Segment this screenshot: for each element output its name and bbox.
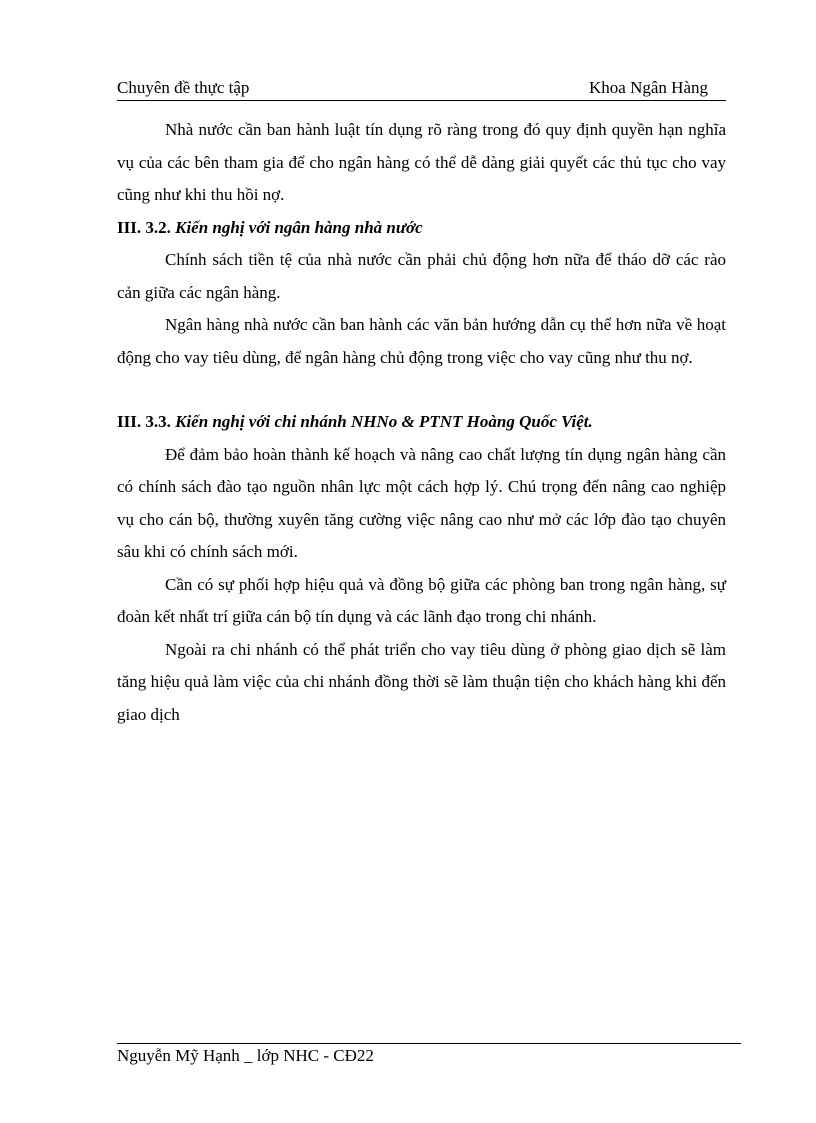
page-header — [117, 78, 726, 101]
header-right-title: Khoa Ngân Hàng — [589, 78, 708, 97]
header-left-title: Chuyên đề thực tập — [117, 78, 250, 97]
section-heading-branch — [117, 406, 726, 439]
paragraph-consumer-lending: Ngoài ra chi nhánh có thể phát triển cho vay tiêu dùng ở phòng giao dịch sẽ làm tăng hiệu quả làm việc của chi nhánh đồng thời sẽ làm thuận tiện cho khách hàng khi đến giao dịch — [117, 639, 726, 724]
section-heading-state-bank — [117, 212, 726, 245]
blank-line — [117, 374, 726, 406]
section-number: III. 3.3. — [117, 412, 171, 431]
paragraph-law: Nhà nước cần ban hành luật tín dụng rõ ràng trong đó quy định quyền hạn nghĩa vụ của các bên tham gia để cho ngân hàng có thể dễ dàng giải quyết các thủ tục cho vay cũng như khi thu hồi nợ. — [117, 120, 726, 204]
section-title: Kiến nghị với chi nhánh NHNo & PTNT Hoàng Quốc Việt. — [175, 412, 593, 431]
page-footer: Nguyễn Mỹ Hạnh _ lớp NHC - CĐ22 — [117, 1046, 374, 1065]
paragraph-training: Để đảm bảo hoàn thành kế hoạch và nâng cao chất lượng tín dụng ngân hàng cần có chính sách đào tạo nguồn nhân lực một cách hợp lý. Chú trọng đến nâng cao nghiệp vụ cho cán bộ, thường xuyên tăng cường việc nâng cao như mở các lớp đào tạo chuyên sâu khi có chính sách mới. — [117, 444, 726, 561]
paragraph-monetary-policy: Chính sách tiền tệ của nhà nước cần phải chủ động hơn nữa để tháo dỡ các rào cản giữa các ngân hàng. — [117, 250, 726, 302]
paragraph-coordination: Cần có sự phối hợp hiệu quả và đồng bộ giữa các phòng ban trong ngân hàng, sự đoàn kết nhất trí giữa cán bộ tín dụng và các lãnh đạo trong chi nhánh. — [117, 574, 726, 626]
footer-divider — [117, 1043, 741, 1044]
page-body — [117, 114, 726, 731]
section-title: Kiến nghị với ngân hàng nhà nước — [175, 217, 423, 237]
paragraph-guidance-documents: Ngân hàng nhà nước cần ban hành các văn bản hướng dẫn cụ thể hơn nữa về hoạt động cho vay tiêu dùng, để ngân hàng chủ động trong việc cho vay cũng như thu nợ. — [117, 315, 726, 367]
section-number: III. 3.2. — [117, 217, 171, 237]
